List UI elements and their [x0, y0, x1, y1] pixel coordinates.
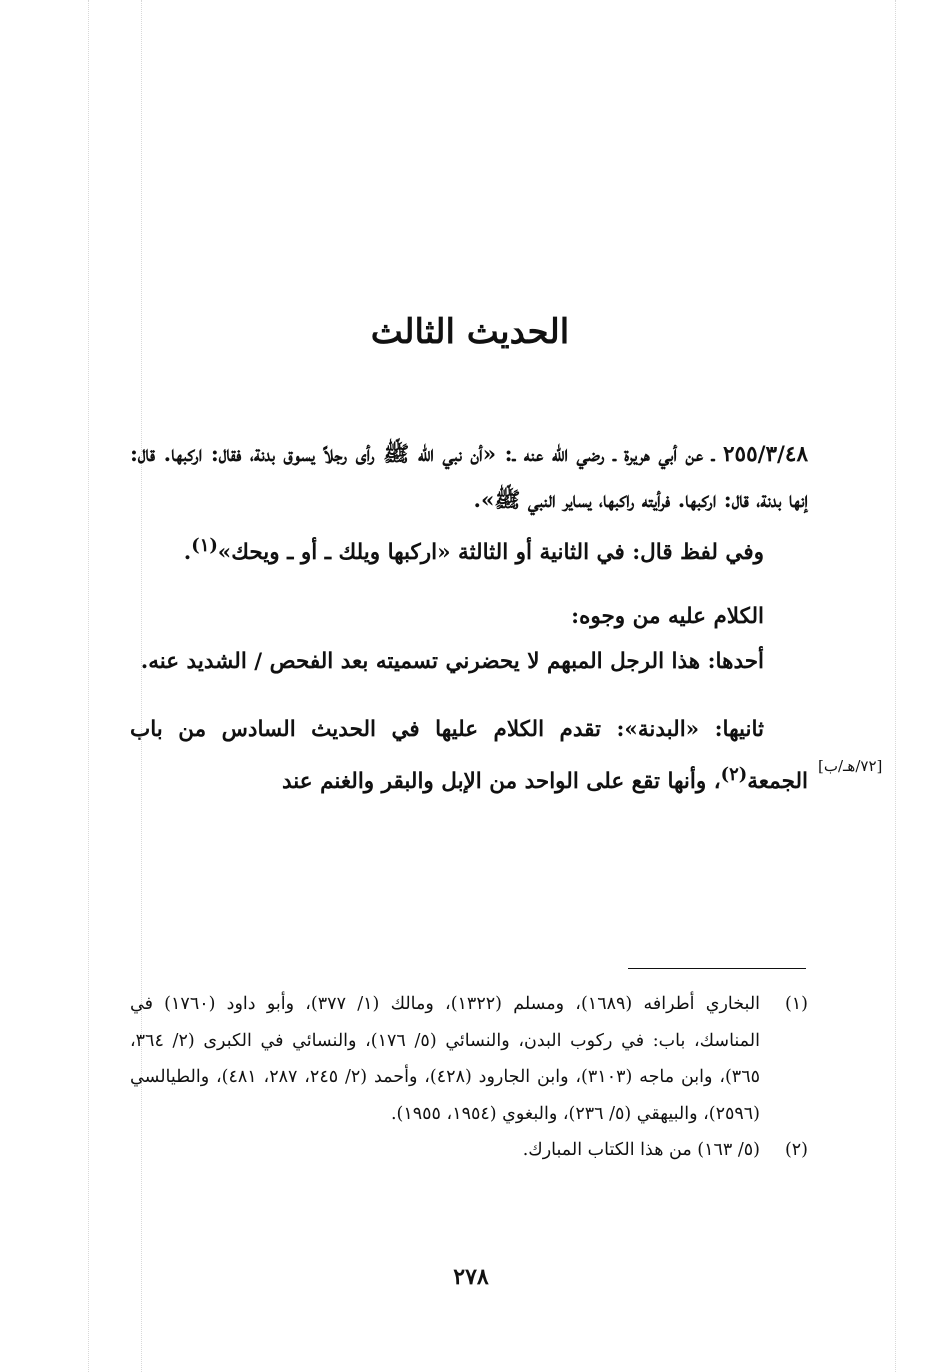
footnotes: [130, 986, 808, 1169]
main-text: [130, 432, 808, 805]
second-aspect-paragraph: [130, 707, 808, 805]
footnote-text: البخاري أطرافه (١٦٨٩)، ومسلم (١٣٢٢)، ومالك (١/ ٣٧٧)، وأبو داود (١٧٦٠) في المناسك، باب: في ركوب البدن، والنسائي (٥/ ١٧٦)، والنسائي في الكبرى (٢/ ٣٦٤، ٣٦٥)، وابن ماجه (٣١٠٣)، وابن الجارود (٤٢٨)، وأحمد (٢/ ٢٤٥، ٢٨٧، ٤٨١)، والطيالسي (٢٥٩٦)، والبيهقي (٥/ ٢٣٦)، والبغوي (١٩٥٤، ١٩٥٥).: [130, 994, 761, 1124]
sentence-end: .: [183, 540, 192, 566]
scan-artifact-line: [895, 0, 896, 1372]
second-aspect-text: ثانيها: «البدنة»: تقدم الكلام عليها في الحديث السادس من باب الجمعة: [130, 716, 808, 795]
footnote-ref-1: (١): [191, 535, 218, 556]
commentary-heading: الكلام عليه من وجوه:: [571, 603, 764, 629]
footnote-separator: [628, 968, 806, 969]
first-aspect-paragraph: أحدها: هذا الرجل المبهم لا يحضرني تسميته بعد الفحص / الشديد عنه.: [140, 649, 764, 675]
variant-wording-paragraph: [130, 523, 808, 576]
footnote-number: (١): [784, 994, 808, 1014]
scan-artifact-line: [88, 0, 89, 1372]
footnote-ref-2: (٢): [720, 764, 748, 786]
second-aspect-text-end: ، وأنها تقع على الواحد من الإبل والبقر والغنم عند: [282, 769, 721, 795]
page-title: الحديث الثالث: [370, 312, 570, 352]
footnote-text: (٥/ ١٦٣) من هذا الكتاب المبارك.: [522, 1140, 760, 1160]
page-number: ٢٧٨: [453, 1264, 489, 1290]
footnote-1: [130, 986, 808, 1132]
footnote-number: (٢): [784, 1140, 808, 1160]
footnote-2: [130, 1132, 808, 1169]
hadith-paragraph: ٢٥٥/٣/٤٨ ـ عن أبي هريرة ـ رضي الله عنه ـ: «أن نبي الله ﷺ رأى رجلاً يسوق بدنة، فقال: اركبها. قال: إنها بدنة، قال: اركبها. فرأيته راكبها، يساير النبي ﷺ».: [130, 442, 808, 513]
manuscript-margin-note: [٧٢/هـ/ب]: [818, 757, 883, 775]
variant-wording-text: وفي لفظ قال: في الثانية أو الثالثة «اركبها ويلك ـ أو ـ ويحك»: [217, 540, 764, 566]
